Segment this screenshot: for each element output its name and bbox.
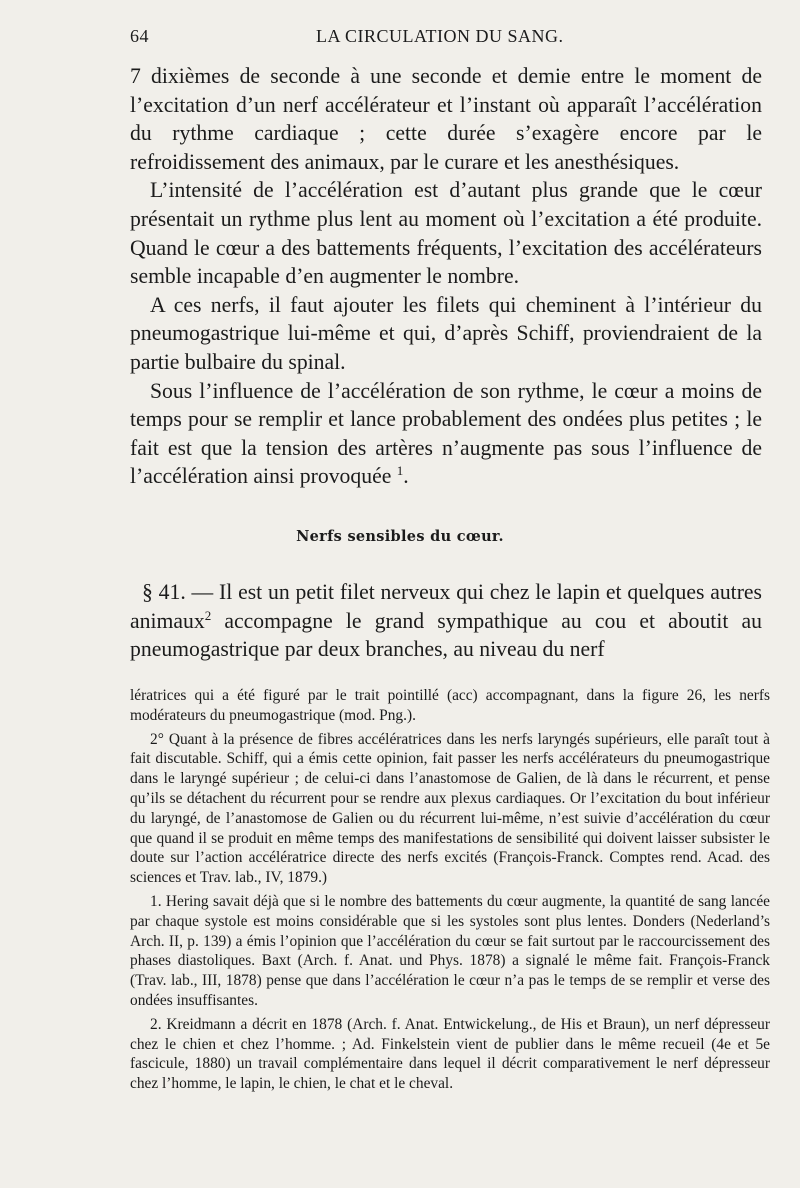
footnote-1: 1. Hering savait déjà que si le nombre des battements du cœur augmente, la quantité de sang lancée par chaque systole est moins considérable que si les systoles sont plus lentes. Donders (Nederland’s Arch. II, p. 139) a émis l’opinion que l’accélération du cœur se fait surtout par le raccourcissement des phases diastoliques. Baxt (Arch. f. Anat. und Phys. 1878) a signalé le même fait. François-Franck (Trav. lab., III, 1878) pense que dans l’accélération le cœur n’a pas le temps de se remplir et verse des ondées insuffisantes. (130, 892, 770, 1009)
section-heading: Nerfs sensibles du cœur. (296, 528, 504, 545)
page-number: 64 (130, 26, 149, 46)
footnote-ref-1[interactable]: 1 (396, 463, 404, 479)
footnotes (130, 686, 770, 1094)
paragraph-1: 7 dixièmes de seconde à une seconde et demie entre le moment de l’excitation d’un nerf accélérateur et l’instant où apparaît l’accélération du rythme cardiaque ; cette durée s’exagère encore par le refroidissement des animaux, par le curare et les anesthésiques. (130, 64, 762, 174)
paragraph-2: L’intensité de l’accélération est d’autant plus grande que le cœur présentait un rythme plus lent au moment où l’excitation a été produite. Quand le cœur a des battements fréquents, l’excitation des accélérateurs semble incapable d’en augmenter le nombre. (130, 178, 762, 289)
section-paragraph-41 (130, 578, 762, 664)
paragraph-4 (130, 377, 762, 491)
section-paragraph-start: § 41. — Il est un petit filet nerveux qui chez le lapin et quelques autres animaux (130, 580, 762, 633)
paragraph-4-end: . (403, 464, 409, 489)
footnote-ref-2[interactable]: 2 (204, 607, 212, 623)
footnote-2: 2. Kreidmann a décrit en 1878 (Arch. f. Anat. Entwickelung., de His et Braun), un nerf dépresseur chez le chien et chez l’homme. ; Ad. Finkelstein vient de publier dans le même recueil (4e et 5e fascicule, 1880) un travail complémentaire dans lequel il décrit comparativement le nerf dépresseur chez l’homme, le lapin, le chien, le chat et le cheval. (130, 1015, 770, 1093)
section-paragraph-end: accompagne le grand sympathique au cou et aboutit au pneumogastrique par deux branches, au niveau du nerf (130, 608, 762, 662)
main-text (130, 62, 762, 491)
paragraph-4-text: Sous l’influence de l’accélération de son rythme, le cœur a moins de temps pour se remplir et lance probablement des ondées plus petites ; le fait est que la tension des artères n’augmente pas sous l’influence de l’accélération ainsi provoquée (130, 378, 762, 489)
paragraph-3: A ces nerfs, il faut ajouter les filets qui cheminent à l’intérieur du pneumogastrique lui-même et qui, d’après Schiff, proviendraient de la partie bulbaire du spinal. (130, 292, 762, 374)
section-text (130, 578, 762, 664)
running-title: LA CIRCULATION DU SANG. (316, 26, 564, 46)
footnote-point-2: 2° Quant à la présence de fibres accélératrices dans les nerfs laryngés supérieurs, elle paraît tout à fait discutable. Schiff, qui a émis cette opinion, fait passer les nerfs accélérateurs du pneumogastrique dans le laryngé supérieur ; de celui-ci dans l’anastomose de Galien, de là dans le récurrent, et pense qu’ils se détachent du récurrent pour se rendre aux plexus cardiaques. Or l’excitation du bout inférieur du laryngé, de l’anastomose de Galien ou du récurrent lui-même, n’est suivie d’accélération du cœur que quand il se produit en même temps des manifestations de sensibilité qui doivent laisser subsister le doute sur l’action accélératrice directe des nerfs excités (François-Franck. Comptes rend. Acad. des sciences et Trav. lab., IV, 1879.) (130, 730, 770, 887)
footnote-continued: lératrices qui a été figuré par le trait pointillé (acc) accompagnant, dans la figure 26, les nerfs modérateurs du pneumogastrique (mod. Png.). (130, 687, 770, 724)
